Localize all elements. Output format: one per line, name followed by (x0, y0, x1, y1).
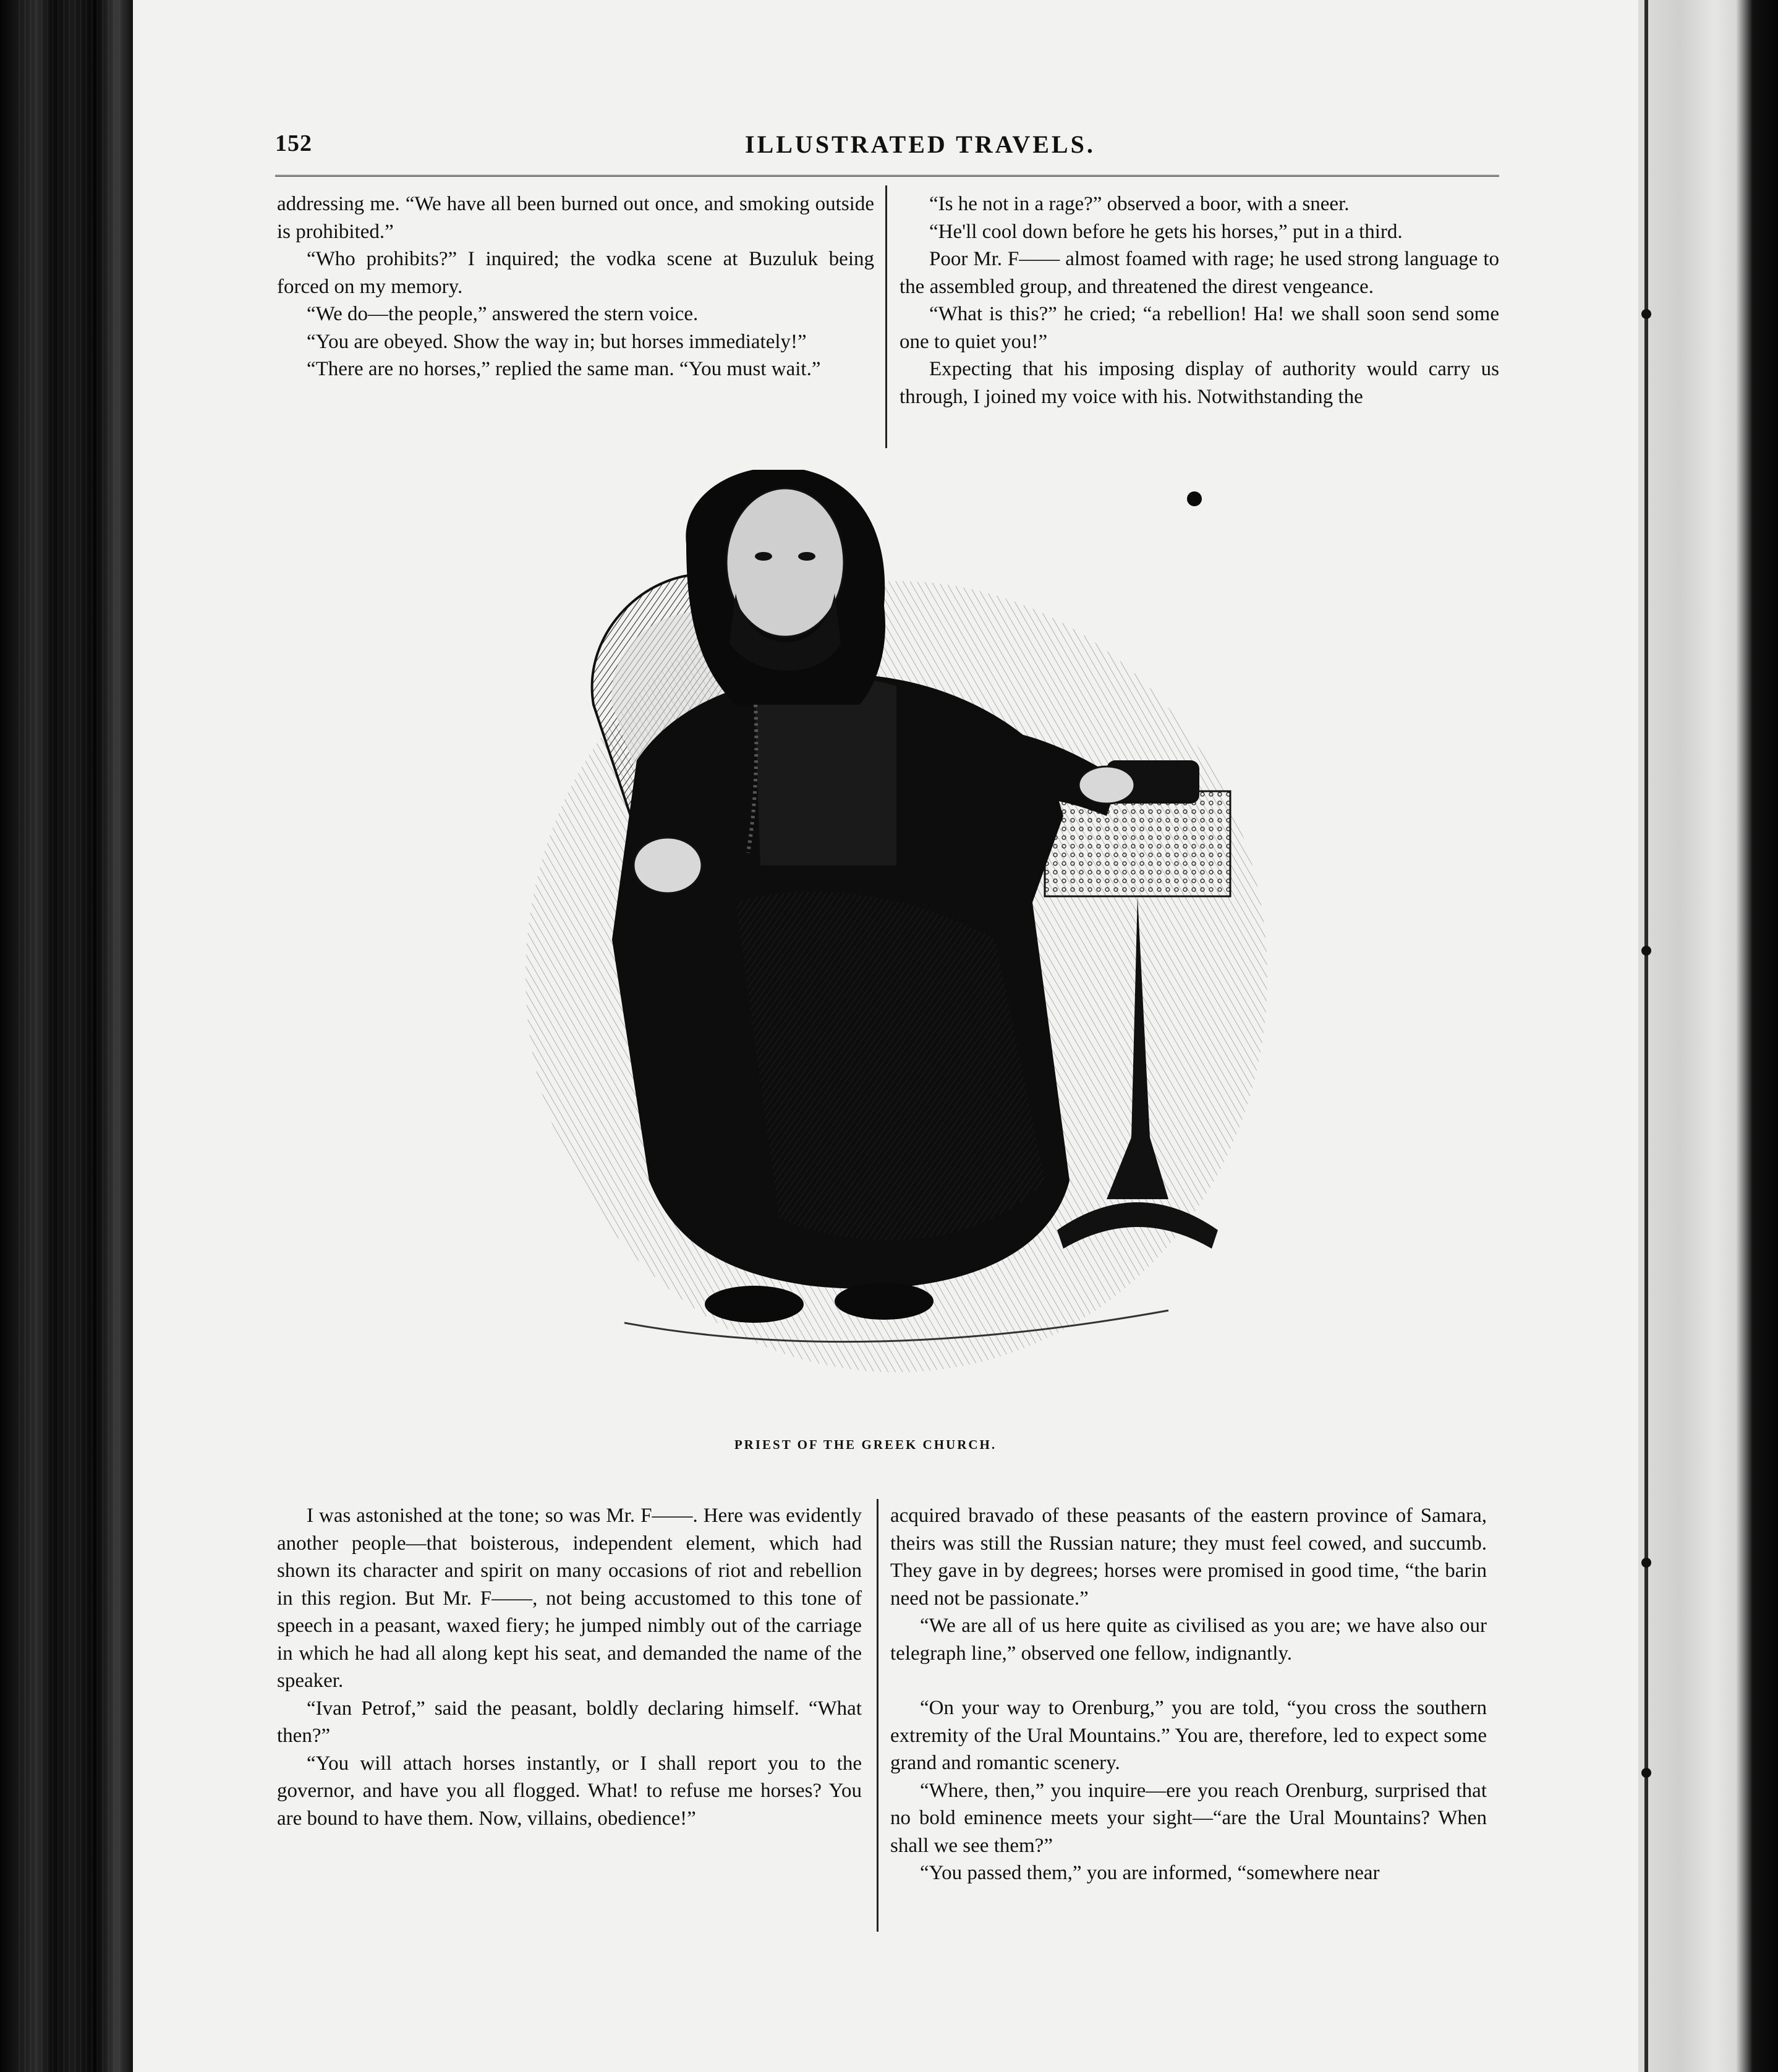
paragraph: Expecting that his imposing display of authority would carry us through, I joined my voice with his. Notwithstanding the (900, 358, 1499, 408)
paragraph: “Is he not in a rage?” observed a boor, with a sneer. (929, 193, 1350, 215)
paragraph: “We do—the people,” answered the stern voice. (307, 303, 699, 325)
paragraph: “Who prohibits?” I inquired; the vodka scene at Buzuluk being forced on my memory. (277, 248, 874, 298)
paragraph: addressing me. “We have all been burned out once, and smoking outside is prohibited.” (277, 193, 874, 243)
bottom-left-column (277, 1502, 862, 1832)
figure-caption: PRIEST OF THE GREEK CHURCH. (734, 1437, 997, 1452)
paragraph: I was astonished at the tone; so was Mr. F——. Here was evidently another people—that boisterous, independent element, which had shown its character and spirit on many occasions of riot and rebellion in this region. But Mr. F——, not being accustomed to this tone of speech in a peasant, waxed fiery; he jumped nimbly out of the carriage in which he had all along kept his seat, and demanded the name of the speaker. (277, 1505, 862, 1692)
page-edge (1638, 0, 1778, 2072)
top-right-column (900, 190, 1499, 410)
page-number: 152 (275, 130, 312, 156)
column-divider (877, 1499, 878, 1932)
running-head: ILLUSTRATED TRAVELS. (745, 130, 1095, 158)
paragraph: “You will attach horses instantly, or I shall report you to the governor, and have you all flogged. What! to refuse me horses? You are bound to have them. Now, villains, obedience!” (277, 1752, 862, 1830)
paragraph: “You are obeyed. Show the way in; but horses immediately!” (307, 330, 807, 353)
paragraph: “There are no horses,” replied the same man. “You must wait.” (307, 358, 821, 380)
paragraph: “What is this?” he cried; “a rebellion! Ha! we shall soon send some one to quiet you!” (900, 303, 1499, 353)
top-left-column (277, 190, 874, 383)
edge-mark (1641, 1768, 1651, 1778)
paragraph: “Where, then,” you inquire—ere you reach Orenburg, surprised that no bold eminence meets your sight—“are the Ural Mountains? When shall we see them?” (890, 1779, 1487, 1857)
bottom-right-column (890, 1502, 1487, 1887)
header-rule (275, 175, 1499, 177)
priest-engraving (488, 470, 1286, 1422)
spine-texture (19, 0, 124, 2072)
page-header (275, 130, 1499, 167)
paragraph: “On your way to Orenburg,” you are told, “you cross the southern extremity of the Ural Mountains.” You are, therefore, led to expect some grand and romantic scenery. (890, 1697, 1487, 1774)
edge-mark (1641, 1558, 1651, 1568)
paragraph: “We are all of us here quite as civilised as you are; we have also our telegraph line,” observed one fellow, indignantly. (890, 1615, 1487, 1665)
paragraph: “He'll cool down before he gets his horses,” put in a third. (929, 220, 1403, 243)
paragraph: acquired bravado of these peasants of the eastern province of Samara, theirs was still the Russian nature; they must feel cowed, and succumb. They gave in by degrees; horses were promised in good time, “the barin need not be passionate.” (890, 1505, 1487, 1610)
column-divider (885, 185, 887, 448)
paragraph: Poor Mr. F—— almost foamed with rage; he used strong language to the assembled group, and threatened the direst vengeance. (900, 248, 1499, 298)
paragraph: “Ivan Petrof,” said the peasant, boldly declaring himself. “What then?” (277, 1697, 862, 1747)
paragraph: “You passed them,” you are informed, “somewhere near (920, 1862, 1380, 1884)
edge-mark (1641, 309, 1651, 319)
edge-mark (1641, 946, 1651, 956)
